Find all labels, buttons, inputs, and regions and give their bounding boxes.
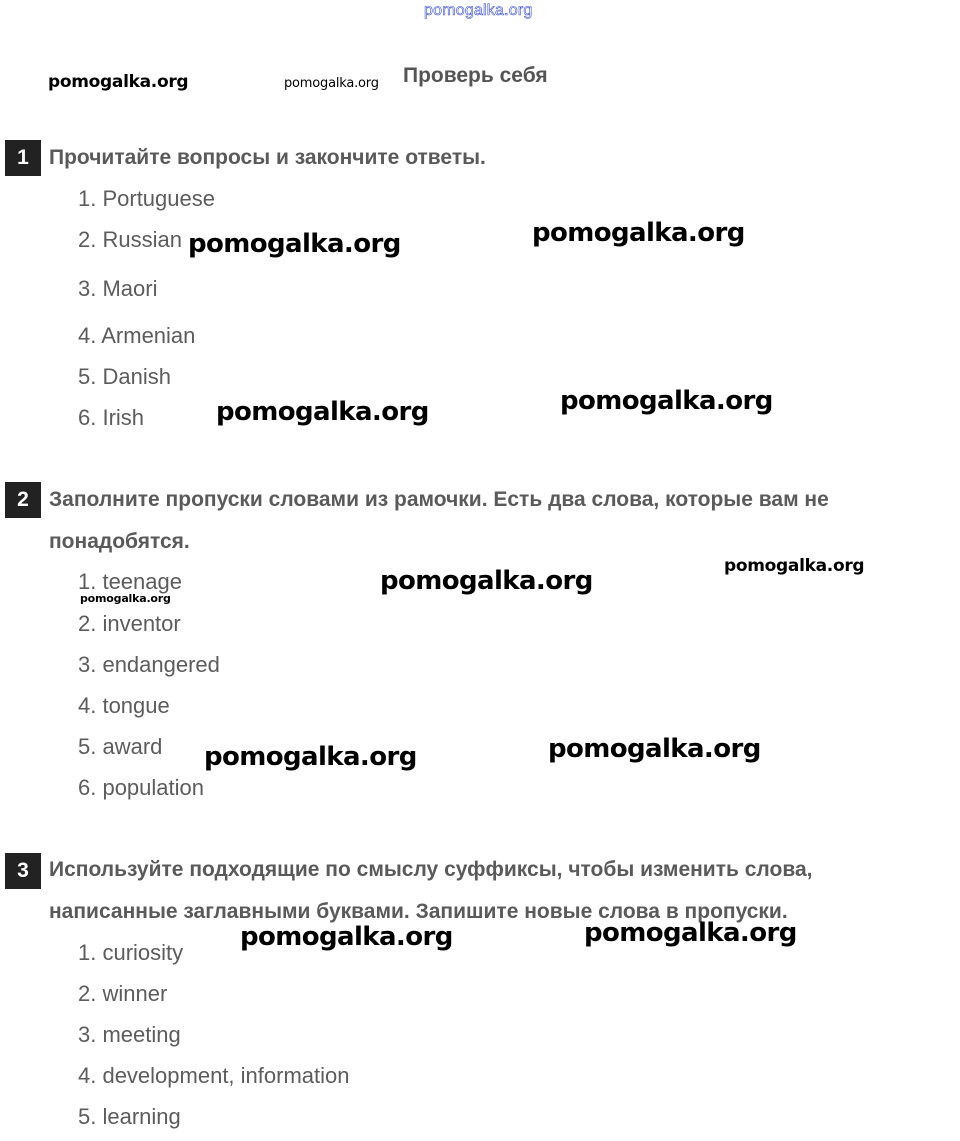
exercise-number-badge: 2 [5, 482, 41, 518]
top-watermark-link[interactable]: pomogalka.org [424, 2, 533, 19]
exercise-number-badge: 1 [5, 140, 41, 176]
exercise-instruction: написанные заглавными буквами. Запишите новые слова в пропуски. [49, 900, 788, 923]
answer-item: 3. endangered [78, 652, 220, 677]
exercise-number-badge: 3 [5, 853, 41, 889]
watermark: pomogalka.org [48, 72, 189, 92]
exercise-instruction: Прочитайте вопросы и закончите ответы. [49, 146, 486, 169]
exercise-instruction: понадобятся. [49, 530, 190, 553]
answer-item: 1. teenage [78, 569, 182, 594]
watermark: pomogalka.org [216, 397, 429, 427]
watermark: pomogalka.org [80, 592, 171, 605]
answer-item: 2. Russian [78, 227, 182, 252]
answer-item: 1. curiosity [78, 940, 184, 965]
answer-item: 5. learning [78, 1104, 181, 1129]
answer-item: 2. winner [78, 981, 168, 1006]
exercise-instruction: Заполните пропуски словами из рамочки. Есть два слова, которые вам не [49, 488, 829, 511]
answer-item: 5. award [78, 734, 163, 759]
watermark: pomogalka.org [240, 922, 453, 952]
answer-item: 2. inventor [78, 611, 181, 636]
exercise-instruction: Используйте подходящие по смыслу суффиксы, чтобы изменить слова, [49, 858, 813, 881]
watermark: pomogalka.org [548, 734, 761, 764]
watermark: pomogalka.org [380, 566, 593, 596]
watermark: pomogalka.org [560, 386, 773, 416]
watermark: pomogalka.org [584, 918, 797, 948]
watermark: pomogalka.org [532, 218, 745, 248]
answer-item: 1. Portuguese [78, 186, 215, 211]
answer-item: 4. Armenian [78, 323, 196, 348]
answer-item: 4. tongue [78, 693, 170, 718]
answer-item: 6. population [78, 775, 204, 800]
watermark: pomogalka.org [724, 556, 865, 576]
answer-item: 5. Danish [78, 364, 171, 389]
page-title: Проверь себя [403, 64, 548, 87]
answer-item: 6. Irish [78, 405, 145, 430]
watermark: pomogalka.org [204, 742, 417, 772]
answer-item: 3. Maori [78, 276, 158, 301]
answer-item: 3. meeting [78, 1022, 181, 1047]
watermark: pomogalka.org [284, 76, 379, 91]
answer-item: 4. development, information [78, 1063, 350, 1088]
watermark: pomogalka.org [188, 229, 401, 259]
